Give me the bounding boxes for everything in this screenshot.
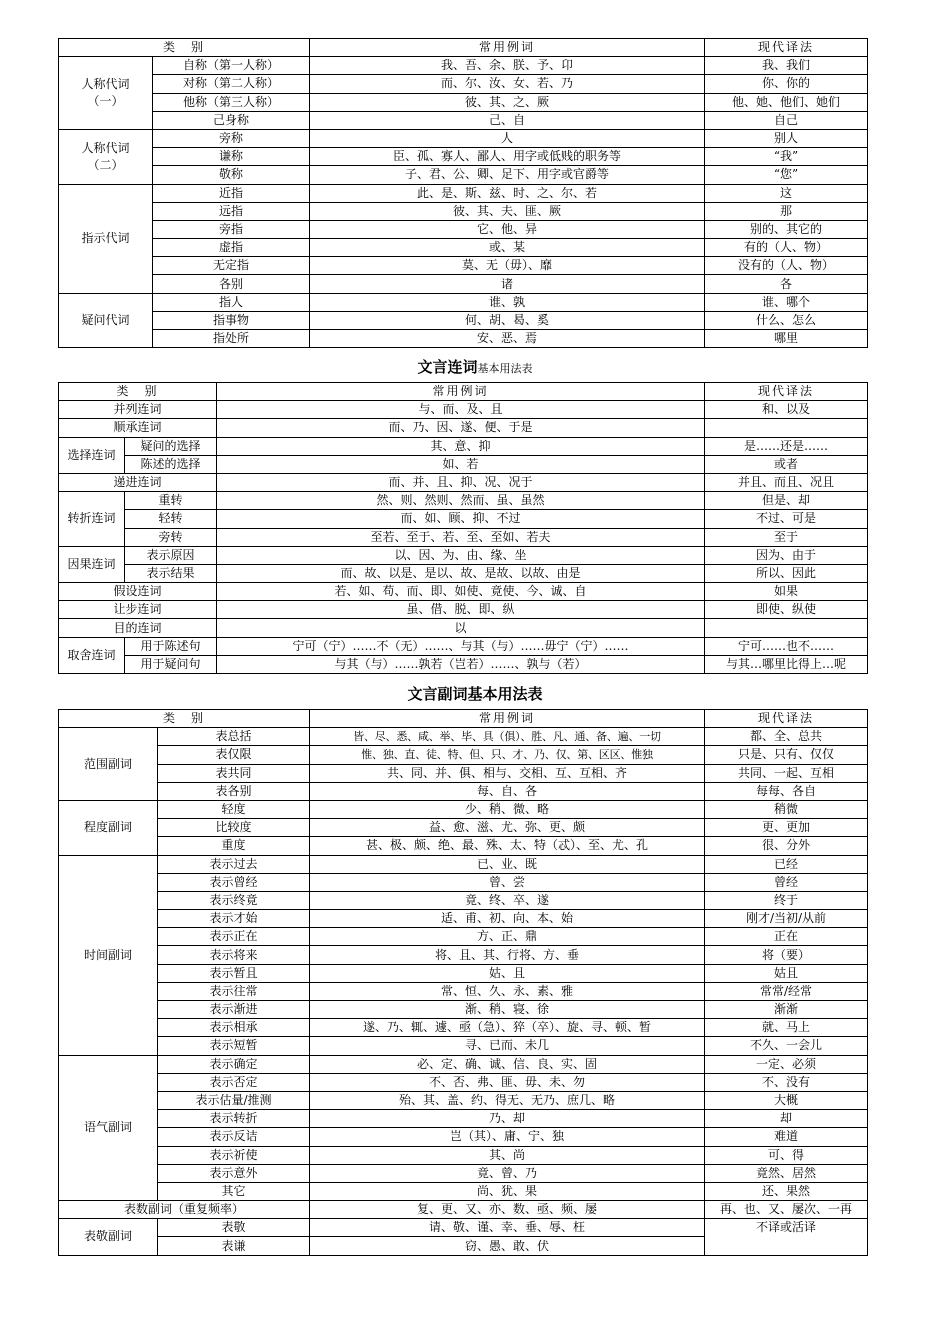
- subcategory-cell: 用于陈述句: [125, 637, 217, 655]
- examples-cell: 彼、其、之、厥: [310, 93, 705, 111]
- examples-cell: 若、如、苟、而、即、如使、竟使、今、诚、自: [217, 583, 705, 601]
- modern-cell: 所以、因此: [705, 564, 868, 582]
- subcategory-cell: 重度: [158, 837, 310, 855]
- examples-cell: 此、是、斯、兹、时、之、尔、若: [310, 184, 705, 202]
- examples-cell: 其、意、抑: [217, 437, 705, 455]
- table-row: [59, 1091, 868, 1109]
- subcategory-cell: 谦称: [153, 148, 310, 166]
- examples-cell: 甚、极、颇、绝、最、殊、太、特（忒）、至、尤、孔: [310, 837, 705, 855]
- examples-cell: 少、稍、微、略: [310, 800, 705, 818]
- examples-cell: 安、恶、焉: [310, 330, 705, 348]
- subcategory-cell: 指人: [153, 293, 310, 311]
- modern-cell: 将（要）: [705, 946, 868, 964]
- table-row: [59, 510, 868, 528]
- table-row: [59, 148, 868, 166]
- header-row: [59, 710, 868, 728]
- examples-cell: 而、乃、因、遂、便、于是: [217, 419, 705, 437]
- table-row: [59, 257, 868, 275]
- subcategory-cell: 对称（第二人称）: [153, 75, 310, 93]
- examples-cell: 以: [217, 619, 705, 637]
- subcategory-cell: 他称（第三人称）: [153, 93, 310, 111]
- table-row: [59, 800, 868, 818]
- examples-cell: 竟、曾、乃: [310, 1164, 705, 1182]
- table-row: [59, 746, 868, 764]
- modern-cell: 宁可……也不……: [705, 637, 868, 655]
- header-category: 类 别: [59, 383, 217, 401]
- table-row: [59, 964, 868, 982]
- header-examples: 常用例词: [217, 383, 705, 401]
- examples-cell: 适、甫、初、向、本、始: [310, 910, 705, 928]
- table-row: [59, 75, 868, 93]
- modern-cell: 这: [705, 184, 868, 202]
- category-cell: 人称代词 （一）: [59, 57, 153, 130]
- adverb-table-title: 文言副词基本用法表: [407, 685, 543, 703]
- subcategory-cell: 己身称: [153, 111, 310, 129]
- examples-cell: 与、而、及、且: [217, 401, 705, 419]
- examples-cell: 而、并、且、抑、况、况于: [217, 473, 705, 491]
- table-row: [59, 855, 868, 873]
- modern-cell: 正在: [705, 928, 868, 946]
- subcategory-cell: 轻度: [158, 800, 310, 818]
- subcategory-cell: 表示估量/推测: [158, 1091, 310, 1109]
- modern-cell: 一定、必须: [705, 1055, 868, 1073]
- modern-cell: 如果: [705, 583, 868, 601]
- subcategory-cell: 表示往常: [158, 982, 310, 1000]
- examples-cell: 与其（与）……孰若（岂若）……、孰与（若）: [217, 655, 705, 673]
- modern-cell: 是……还是……: [705, 437, 868, 455]
- subcategory-cell: 各别: [153, 275, 310, 293]
- modern-cell: 不、没有: [705, 1073, 868, 1091]
- examples-cell: 姑、且: [310, 964, 705, 982]
- table-row: [59, 330, 868, 348]
- table-row: [59, 1182, 868, 1200]
- examples-cell: 尚、犹、果: [310, 1182, 705, 1200]
- subcategory-cell: 旁指: [153, 220, 310, 238]
- modern-cell: 即使、纵使: [705, 601, 868, 619]
- modern-cell: 自己: [705, 111, 868, 129]
- examples-cell: 或、某: [310, 239, 705, 257]
- category-cell: 时间副词: [59, 855, 158, 1055]
- examples-cell: 诸: [310, 275, 705, 293]
- modern-cell: [705, 419, 868, 437]
- category-cell: 转折连词: [59, 492, 125, 547]
- examples-cell: 常、恒、久、永、素、雅: [310, 982, 705, 1000]
- examples-cell: 彼、其、夫、匪、厥: [310, 202, 705, 220]
- modern-cell: 再、也、又、屡次、一再: [705, 1201, 868, 1219]
- modern-cell: 各: [705, 275, 868, 293]
- examples-cell: 其、尚: [310, 1146, 705, 1164]
- subcategory-cell: 比较度: [158, 819, 310, 837]
- modern-cell: 或者: [705, 455, 868, 473]
- table-row: [59, 455, 868, 473]
- examples-cell: 子、君、公、卿、足下、用字或官爵等: [310, 166, 705, 184]
- modern-cell: 并且、而且、况且: [705, 473, 868, 491]
- modern-cell: 没有的（人、物）: [705, 257, 868, 275]
- table-row: [59, 891, 868, 909]
- table-row: [59, 637, 868, 655]
- examples-cell: 谁、孰: [310, 293, 705, 311]
- table-row: [59, 1128, 868, 1146]
- modern-cell: 因为、由于: [705, 546, 868, 564]
- header-examples: 常用例词: [310, 710, 705, 728]
- examples-cell: 而、如、顾、抑、不过: [217, 510, 705, 528]
- table-row: [59, 93, 868, 111]
- modern-cell: 不过、可是: [705, 510, 868, 528]
- category-cell: 因果连词: [59, 546, 125, 582]
- table-row: [59, 1019, 868, 1037]
- modern-cell: 哪里: [705, 330, 868, 348]
- modern-cell: 竟然、居然: [705, 1164, 868, 1182]
- examples-cell: 不、否、弗、匪、毋、未、勿: [310, 1073, 705, 1091]
- table-row: [59, 239, 868, 257]
- subcategory-cell: 表示结果: [125, 564, 217, 582]
- modern-cell: 别人: [705, 129, 868, 147]
- subcategory-cell: 用于疑问句: [125, 655, 217, 673]
- examples-cell: 而、故、以是、是以、故、是故、以故、由是: [217, 564, 705, 582]
- modern-cell: 什么、怎么: [705, 311, 868, 329]
- examples-cell: 将、且、其、行将、方、垂: [310, 946, 705, 964]
- examples-cell: 必、定、确、诚、信、良、实、固: [310, 1055, 705, 1073]
- modern-cell: 大概: [705, 1091, 868, 1109]
- table-row: [59, 655, 868, 673]
- examples-cell: 皆、尽、悉、咸、举、毕、具（俱）、胜、凡、通、备、遍、一切: [310, 728, 705, 746]
- table-row: [59, 782, 868, 800]
- category-cell: 选择连词: [59, 437, 125, 473]
- modern-cell: 还、果然: [705, 1182, 868, 1200]
- table-row: [59, 528, 868, 546]
- header-modern: 现代译法: [705, 710, 868, 728]
- subcategory-cell: 表示确定: [158, 1055, 310, 1073]
- modern-cell: 不译或活译: [705, 1219, 868, 1255]
- table-row: [59, 1110, 868, 1128]
- subcategory-cell: 近指: [153, 184, 310, 202]
- modern-cell: 别的、其它的: [705, 220, 868, 238]
- conjunction-table: [58, 382, 868, 674]
- category-cell: 递进连词: [59, 473, 217, 491]
- adverb-table: [58, 709, 868, 1256]
- modern-cell: 渐渐: [705, 1001, 868, 1019]
- examples-cell: 曾、尝: [310, 873, 705, 891]
- subcategory-cell: 表示才始: [158, 910, 310, 928]
- table-row: [59, 184, 868, 202]
- modern-cell: 但是、却: [705, 492, 868, 510]
- modern-cell: 更、更加: [705, 819, 868, 837]
- table-row: [59, 910, 868, 928]
- category-cell: 顺承连词: [59, 419, 217, 437]
- table-row: [59, 473, 868, 491]
- examples-cell: 然、则、然则、然而、虽、虽然: [217, 492, 705, 510]
- header-examples: 常用例词: [310, 39, 705, 57]
- modern-cell: 不久、一会儿: [705, 1037, 868, 1055]
- modern-cell: 却: [705, 1110, 868, 1128]
- category-cell: 并列连词: [59, 401, 217, 419]
- examples-cell: 岂（其）、庸、宁、独: [310, 1128, 705, 1146]
- table-row: [59, 564, 868, 582]
- table-row: [59, 275, 868, 293]
- table-row: [59, 311, 868, 329]
- table-row: [59, 819, 868, 837]
- table-row: [59, 1164, 868, 1182]
- table-row: [59, 546, 868, 564]
- modern-cell: 刚才/当初/从前: [705, 910, 868, 928]
- table-row: [59, 928, 868, 946]
- header-category: 类 别: [59, 710, 310, 728]
- subcategory-cell: 无定指: [153, 257, 310, 275]
- modern-cell: [705, 619, 868, 637]
- modern-cell: 至于: [705, 528, 868, 546]
- subcategory-cell: 表示过去: [158, 855, 310, 873]
- examples-cell: 臣、孤、寡人、鄙人、用字或低贱的职务等: [310, 148, 705, 166]
- table-row: [59, 111, 868, 129]
- category-cell: 表敬副词: [59, 1219, 158, 1255]
- subcategory-cell: 远指: [153, 202, 310, 220]
- subcategory-cell: 表示曾经: [158, 873, 310, 891]
- examples-cell: 乃、却: [310, 1110, 705, 1128]
- subcategory-cell: 疑问的选择: [125, 437, 217, 455]
- subcategory-cell: 表示渐进: [158, 1001, 310, 1019]
- examples-cell: 共、同、并、俱、相与、交相、互、互相、齐: [310, 764, 705, 782]
- conjunction-title-main: 文言连词: [417, 358, 478, 376]
- modern-cell: 都、全、总共: [705, 728, 868, 746]
- modern-cell: 和、以及: [705, 401, 868, 419]
- modern-cell: 可、得: [705, 1146, 868, 1164]
- modern-cell: 只是、只有、仅仅: [705, 746, 868, 764]
- examples-cell: 我、吾、余、朕、予、卬: [310, 57, 705, 75]
- table-row: [59, 492, 868, 510]
- modern-cell: 就、马上: [705, 1019, 868, 1037]
- examples-cell: 已、业、既: [310, 855, 705, 873]
- table-row: [59, 401, 868, 419]
- subcategory-cell: 表示反诘: [158, 1128, 310, 1146]
- modern-cell: 终于: [705, 891, 868, 909]
- table-row: [59, 129, 868, 147]
- table-row: [59, 1201, 868, 1219]
- examples-cell: 益、愈、滋、尤、弥、更、颇: [310, 819, 705, 837]
- modern-cell: 我、我们: [705, 57, 868, 75]
- subcategory-cell: 表示意外: [158, 1164, 310, 1182]
- table-row: [59, 837, 868, 855]
- subcategory-cell: 表谦: [158, 1237, 310, 1255]
- table-row: [59, 1073, 868, 1091]
- subcategory-cell: 表示否定: [158, 1073, 310, 1091]
- subcategory-cell: 表总括: [158, 728, 310, 746]
- examples-cell: 渐、稍、寝、徐: [310, 1001, 705, 1019]
- modern-cell: 他、她、他们、她们: [705, 93, 868, 111]
- category-cell: 疑问代词: [59, 293, 153, 348]
- subcategory-cell: 表示祈使: [158, 1146, 310, 1164]
- subcategory-cell: 轻转: [125, 510, 217, 528]
- examples-cell: 己、自: [310, 111, 705, 129]
- examples-cell: 方、正、鼎: [310, 928, 705, 946]
- table-row: [59, 1037, 868, 1055]
- modern-cell: 那: [705, 202, 868, 220]
- subcategory-cell: 自称（第一人称）: [153, 57, 310, 75]
- examples-cell: 莫、无（毋）、靡: [310, 257, 705, 275]
- table-row: [59, 873, 868, 891]
- subcategory-cell: 指处所: [153, 330, 310, 348]
- modern-cell: 姑且: [705, 964, 868, 982]
- subcategory-cell: 敬称: [153, 166, 310, 184]
- examples-cell: 复、更、又、亦、数、亟、频、屡: [310, 1201, 705, 1219]
- subcategory-cell: 表示相承: [158, 1019, 310, 1037]
- modern-cell: “您”: [705, 166, 868, 184]
- category-cell: 语气副词: [59, 1055, 158, 1201]
- modern-cell: 已经: [705, 855, 868, 873]
- examples-cell: 至若、至于、若、至、至如、若夫: [217, 528, 705, 546]
- subcategory-cell: 表示将来: [158, 946, 310, 964]
- modern-cell: 与其…哪里比得上…呢: [705, 655, 868, 673]
- subcategory-cell: 表示转折: [158, 1110, 310, 1128]
- category-cell: 让步连词: [59, 601, 217, 619]
- examples-cell: 它、他、异: [310, 220, 705, 238]
- header-modern: 现代译法: [705, 383, 868, 401]
- table-row: [59, 583, 868, 601]
- subcategory-cell: 旁转: [125, 528, 217, 546]
- subcategory-cell: 指事物: [153, 311, 310, 329]
- modern-cell: 常常/经常: [705, 982, 868, 1000]
- subcategory-cell: 重转: [125, 492, 217, 510]
- modern-cell: 每每、各自: [705, 782, 868, 800]
- subcategory-cell: 表各别: [158, 782, 310, 800]
- subcategory-cell: 表示原因: [125, 546, 217, 564]
- modern-cell: 有的（人、物）: [705, 239, 868, 257]
- examples-cell: 每、自、各: [310, 782, 705, 800]
- modern-cell: 谁、哪个: [705, 293, 868, 311]
- category-cell: 目的连词: [59, 619, 217, 637]
- conjunction-table-title: [0, 356, 950, 377]
- table-row: [59, 946, 868, 964]
- subcategory-cell: 虚指: [153, 239, 310, 257]
- examples-cell: 何、胡、曷、奚: [310, 311, 705, 329]
- subcategory-cell: 表示短暂: [158, 1037, 310, 1055]
- table-row: [59, 982, 868, 1000]
- table-row: [59, 57, 868, 75]
- table-row: [59, 601, 868, 619]
- pronoun-table: [58, 38, 868, 348]
- examples-cell: 请、敬、谨、幸、垂、辱、枉: [310, 1219, 705, 1237]
- subcategory-cell: 表敬: [158, 1219, 310, 1237]
- category-cell: 假设连词: [59, 583, 217, 601]
- table-row: [59, 419, 868, 437]
- modern-cell: “我”: [705, 148, 868, 166]
- examples-cell: 虽、借、脱、即、纵: [217, 601, 705, 619]
- modern-cell: 很、分外: [705, 837, 868, 855]
- examples-cell: 而、尔、汝、女、若、乃: [310, 75, 705, 93]
- subcategory-cell: 旁称: [153, 129, 310, 147]
- table-row: [59, 1001, 868, 1019]
- table-row: [59, 619, 868, 637]
- examples-cell: 如、若: [217, 455, 705, 473]
- category-cell: 程度副词: [59, 800, 158, 855]
- category-cell: 取舍连词: [59, 637, 125, 673]
- examples-cell: 竟、终、卒、遂: [310, 891, 705, 909]
- table-row: [59, 764, 868, 782]
- examples-cell: 惟、独、直、徒、特、但、只、才、乃、仅、第、区区、惟独: [310, 746, 705, 764]
- table-row: [59, 728, 868, 746]
- subcategory-cell: 表示终竟: [158, 891, 310, 909]
- modern-cell: 难道: [705, 1128, 868, 1146]
- subcategory-cell: 表示暂且: [158, 964, 310, 982]
- header-row: [59, 39, 868, 57]
- table-row: [59, 1146, 868, 1164]
- subcategory-cell: 陈述的选择: [125, 455, 217, 473]
- modern-cell: 共同、一起、互相: [705, 764, 868, 782]
- examples-cell: 遂、乃、辄、遽、亟（急）、猝（卒）、旋、寻、顿、暂: [310, 1019, 705, 1037]
- examples-cell: 人: [310, 129, 705, 147]
- table-row: [59, 293, 868, 311]
- examples-cell: 窃、愚、敢、伏: [310, 1237, 705, 1255]
- table-row: [59, 220, 868, 238]
- category-cell: 人称代词 （二）: [59, 129, 153, 184]
- examples-cell: 寻、已而、未几: [310, 1037, 705, 1055]
- modern-cell: 你、你的: [705, 75, 868, 93]
- category-cell: 指示代词: [59, 184, 153, 293]
- subcategory-cell: 表仅限: [158, 746, 310, 764]
- table-row: [59, 202, 868, 220]
- header-category: 类 别: [59, 39, 310, 57]
- conjunction-title-suffix: 基本用法表: [477, 362, 533, 375]
- modern-cell: 曾经: [705, 873, 868, 891]
- subcategory-cell: 表共同: [158, 764, 310, 782]
- examples-cell: 宁可（宁）……不（无）……、与其（与）……毋宁（宁）……: [217, 637, 705, 655]
- category-cell: 表数副词（重复频率）: [59, 1201, 310, 1219]
- table-row: [59, 437, 868, 455]
- table-row: [59, 1219, 868, 1237]
- examples-cell: 以、因、为、由、缘、坐: [217, 546, 705, 564]
- subcategory-cell: 其它: [158, 1182, 310, 1200]
- category-cell: 范围副词: [59, 728, 158, 801]
- subcategory-cell: 表示正在: [158, 928, 310, 946]
- table-row: [59, 1055, 868, 1073]
- table-row: [59, 166, 868, 184]
- header-row: [59, 383, 868, 401]
- header-modern: 现代译法: [705, 39, 868, 57]
- examples-cell: 殆、其、盖、约、得无、无乃、庶几、略: [310, 1091, 705, 1109]
- modern-cell: 稍微: [705, 800, 868, 818]
